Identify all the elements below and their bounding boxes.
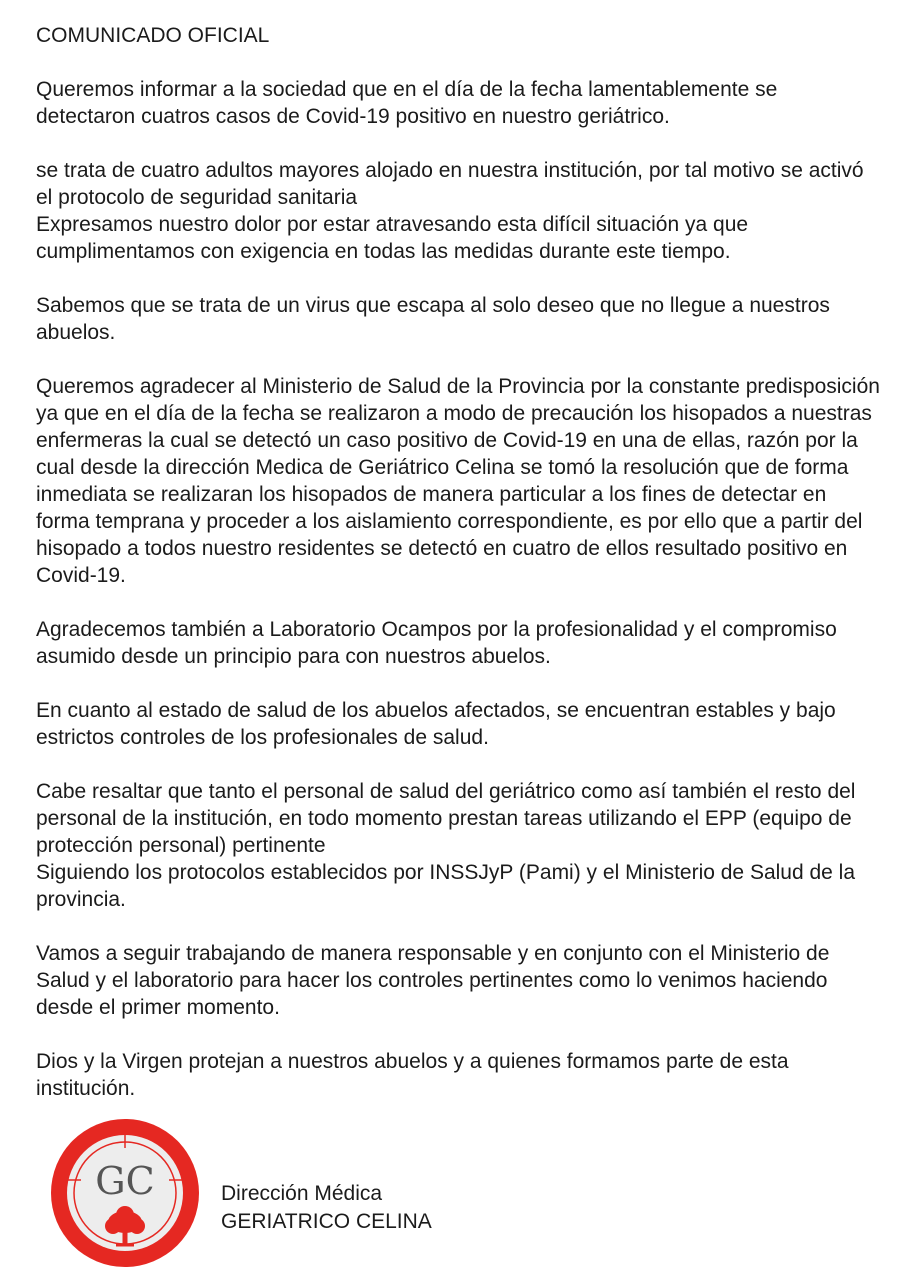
paragraph-6 <box>36 697 881 751</box>
paragraph-3 <box>36 292 881 346</box>
paragraph-line: Cabe resaltar que tanto el personal de salud del geriátrico como así también el resto del personal de la institución, en todo momento prestan tareas utilizando el EPP (equipo de protección personal) pertinente <box>36 780 856 857</box>
paragraph-1 <box>36 76 881 130</box>
signature-department: Dirección Médica <box>221 1182 383 1205</box>
paragraph-line: Queremos agradecer al Ministerio de Salud de la Provincia por la constante predisposición ya que en el día de la fecha se realizaron a modo de precaución los hisopados a nuestras enfermeras la cual se detectó un caso positivo de Covid-19 en una de ellas, razón por la cual desde la dirección Medica de Geriátrico Celina se tomó la resolución que de forma inmediata se realizaran los hisopados de manera particular a los fines de detectar en forma temprana y proceder a los aislamiento correspondiente, es por ello que a partir del hisopado a todos nuestro residentes se detectó en cuatro de ellos resultado positivo en Covid-19. <box>36 375 880 587</box>
logo-monogram: GC <box>95 1159 155 1203</box>
paragraph-5 <box>36 616 881 670</box>
paragraph-line: se trata de cuatro adultos mayores alojado en nuestra institución, por tal motivo se activó el protocolo de seguridad sanitaria <box>36 159 864 209</box>
paragraph-line: En cuanto al estado de salud de los abuelos afectados, se encuentran estables y bajo estrictos controles de los profesionales de salud. <box>36 699 836 749</box>
document-body <box>36 22 881 1129</box>
paragraph-line: Queremos informar a la sociedad que en el día de la fecha lamentablemente se detectaron cuatros casos de Covid-19 positivo en nuestro geriátrico. <box>36 78 778 128</box>
paragraph-line: Expresamos nuestro dolor por estar atravesando esta difícil situación ya que cumplimentamos con exigencia en todas las medidas durante este tiempo. <box>36 213 749 263</box>
logo-emblem <box>50 1118 200 1268</box>
signature-block <box>221 1180 432 1236</box>
paragraph-line: Sabemos que se trata de un virus que escapa al solo deseo que no llegue a nuestros abuelos. <box>36 294 830 344</box>
paragraph-line: Agradecemos también a Laboratorio Ocampos por la profesionalidad y el compromiso asumido desde un principio para con nuestros abuelos. <box>36 618 837 668</box>
paragraph-line: Siguiendo los protocolos establecidos por INSSJyP (Pami) y el Ministerio de Salud de la provincia. <box>36 861 856 911</box>
paragraph-7 <box>36 778 881 913</box>
paragraph-2 <box>36 157 881 265</box>
paragraph-8 <box>36 940 881 1021</box>
paragraph-line: Vamos a seguir trabajando de manera responsable y en conjunto con el Ministerio de Salud y el laboratorio para hacer los controles pertinentes como lo venimos haciendo desde el primer momento. <box>36 942 830 1019</box>
paragraph-line: Dios y la Virgen protejan a nuestros abuelos y a quienes formamos parte de esta institución. <box>36 1050 789 1100</box>
paragraph-9 <box>36 1048 881 1102</box>
geriatrico-celina-logo <box>50 1118 200 1268</box>
paragraph-4 <box>36 373 881 589</box>
signature-institution: GERIATRICO CELINA <box>221 1210 432 1233</box>
document-title: COMUNICADO OFICIAL <box>36 24 270 47</box>
